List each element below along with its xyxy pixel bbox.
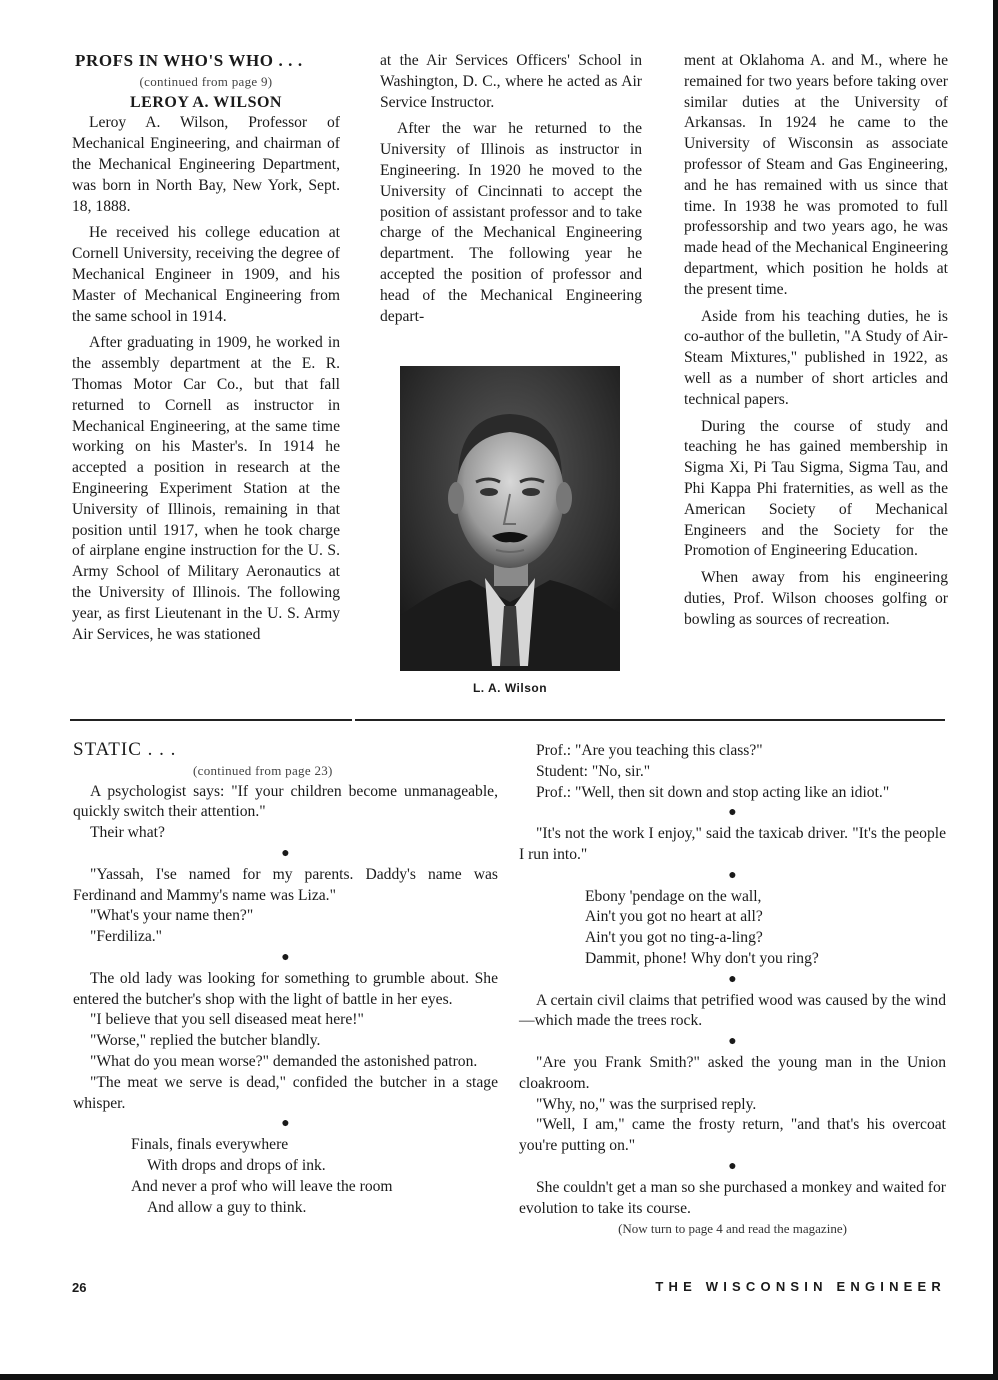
joke-line: "Are you Frank Smith?" asked the young man in the Union cloakroom.: [519, 1053, 946, 1092]
poem-line: Dammit, phone! Why don't you ring?: [585, 949, 819, 967]
joke-line: "I believe that you sell diseased meat here!": [90, 1011, 364, 1029]
page-number: 26: [72, 1280, 87, 1295]
poem-line: With drops and drops of ink.: [147, 1156, 326, 1174]
profs-paragraph: He received his college education at Cornell University, receiving the degree of Mechanical Engineer in 1909, and his Master of Mechanical Engineering from the same school in 1914.: [72, 224, 340, 325]
profs-paragraph: Aside from his teaching duties, he is co-author of the bulletin, "A Study of Air-Steam Mixtures," published in 1922, as well as a number of short articles and technical papers.: [684, 307, 948, 408]
profs-paragraph: During the course of study and teaching he has gained membership in Sigma Xi, Pi Tau Sigma, Sigma Tau, and Phi Kappa Phi fraternities, as well as the American Society of Mechanical Engineers and the Society for the Promotion of Engineering Education.: [684, 417, 948, 560]
separator-bullet-icon: ●: [728, 805, 737, 821]
separator-bullet-icon: ●: [728, 867, 737, 883]
joke-line: "The meat we serve is dead," confided the butcher in a stage whisper.: [73, 1073, 498, 1112]
profs-paragraph: ment at Oklahoma A. and M., where he remained for two years before taking over similar duties at the University of Arkansas. In 1924 he came to the University of Wisconsin as associate professor of Steam and Gas Engineering, and he has remained with us since that time. In 1938 he was promoted to full professorship and two years ago, he was made head of the Mechanical Engineering department, which position he holds at the present time.: [684, 52, 948, 298]
joke-line: Student: "No, sir.": [536, 762, 651, 780]
separator-bullet-icon: ●: [728, 1158, 737, 1174]
poem-line: Ain't you got no heart at all?: [585, 908, 763, 926]
portrait-photo: [400, 366, 620, 671]
poem-line: And never a prof who will leave the room: [131, 1177, 393, 1195]
joke-line: "It's not the work I enjoy," said the taxicab driver. "It's the people I run into.": [519, 825, 946, 863]
joke-line: A certain civil claims that petrified wood was caused by the wind—which made the trees rock.: [519, 991, 946, 1030]
profs-paragraph: After graduating in 1909, he worked in the assembly department at the E. R. Thomas Motor Car Co., but that fall returned to Cornell as instructor in Mechanical Engineering, at the same time working on his Master's. In 1914 he accepted a position in research at the Engineering Experiment Station at the University of Illinois, remaining in that position until 1917, when he took charge of airplane engine instruction for the U. S. Army School of Military Aeronautics at the University of Illinois. The following year, as first Lieutenant in the U. S. Army Air Services, he was stationed: [72, 334, 340, 643]
separator-bullet-icon: ●: [728, 1034, 737, 1050]
joke-line: Prof.: "Are you teaching this class?": [536, 742, 763, 759]
joke-line: A psychologist says: "If your children become unmanageable, quickly switch their attention.": [73, 782, 498, 821]
joke-line: "What's your name then?": [90, 907, 254, 925]
joke-line: Their what?: [90, 824, 165, 842]
poem-line: Ebony 'pendage on the wall,: [585, 887, 762, 905]
separator-bullet-icon: ●: [728, 971, 737, 987]
profs-column-3: [684, 51, 948, 637]
static-continued-note: (continued from page 23): [193, 762, 333, 778]
joke-line: She couldn't get a man so she purchased a monkey and waited for evolution to take its course.: [519, 1178, 946, 1217]
joke-line: "Yassah, I'se named for my parents. Daddy's name was Ferdinand and Mammy's name was Liza.": [73, 865, 498, 904]
joke-line: Prof.: "Well, then sit down and stop acting like an idiot.": [536, 783, 890, 801]
static-column-left: [73, 740, 498, 1218]
page-edge-right: [993, 0, 998, 1380]
profs-paragraph: Leroy A. Wilson, Professor of Mechanical Engineering, and chairman of the Mechanical Engineering Department, was born in North Bay, New York, Sept. 18, 1888.: [72, 114, 340, 215]
portrait-image: [400, 366, 620, 671]
profs-paragraph: After the war he returned to the University of Illinois as instructor in Engineering. In 1920 he moved to the University of Cincinnati to accept the position of assistant professor and to take charge of the Mechanical Engineering department. The following year he accepted the position of professor and head of the Mechanical Engineering depart-: [380, 120, 642, 325]
profs-column-2: [380, 51, 642, 333]
poem-line: Ain't you got no ting-a-ling?: [585, 929, 763, 947]
photo-caption: L. A. Wilson: [472, 681, 548, 695]
separator-bullet-icon: ●: [281, 1116, 290, 1132]
section-divider: [70, 719, 945, 721]
turn-page-note: (Now turn to page 4 and read the magazine): [618, 1221, 847, 1237]
poem-line: Finals, finals everywhere: [131, 1136, 289, 1154]
separator-bullet-icon: ●: [281, 845, 290, 861]
static-heading: STATIC . . .: [73, 739, 177, 760]
poem-line: And allow a guy to think.: [147, 1198, 307, 1216]
joke-line: "What do you mean worse?" demanded the astonished patron.: [90, 1052, 478, 1070]
magazine-title: THE WISCONSIN ENGINEER: [655, 1279, 946, 1294]
poem-finals: [73, 1135, 498, 1218]
joke-line: "Well, I am," came the frosty return, "and that's his overcoat you're putting on.": [519, 1116, 946, 1155]
joke-line: The old lady was looking for something to grumble about. She entered the butcher's shop with the light of battle in her eyes.: [73, 969, 498, 1008]
joke-line: "Worse," replied the butcher blandly.: [90, 1032, 321, 1050]
profs-column-1: [72, 51, 340, 651]
joke-line: "Why, no," was the surprised reply.: [536, 1095, 757, 1113]
profs-subject-name: LEROY A. WILSON: [130, 93, 282, 111]
separator-bullet-icon: ●: [281, 949, 290, 965]
profs-heading: PROFS IN WHO'S WHO . . .: [75, 51, 303, 70]
poem-phone: [519, 887, 946, 970]
static-column-right: [519, 741, 946, 1240]
profs-continued-note: (continued from page 9): [139, 73, 273, 89]
profs-paragraph: at the Air Services Officers' School in Washington, D. C., where he acted as Air Service Instructor.: [380, 52, 642, 111]
profs-paragraph: When away from his engineering duties, Prof. Wilson chooses golfing or bowling as sources of recreation.: [684, 569, 948, 628]
joke-line: "Ferdiliza.": [90, 928, 163, 946]
page-edge-bottom: [0, 1374, 998, 1380]
